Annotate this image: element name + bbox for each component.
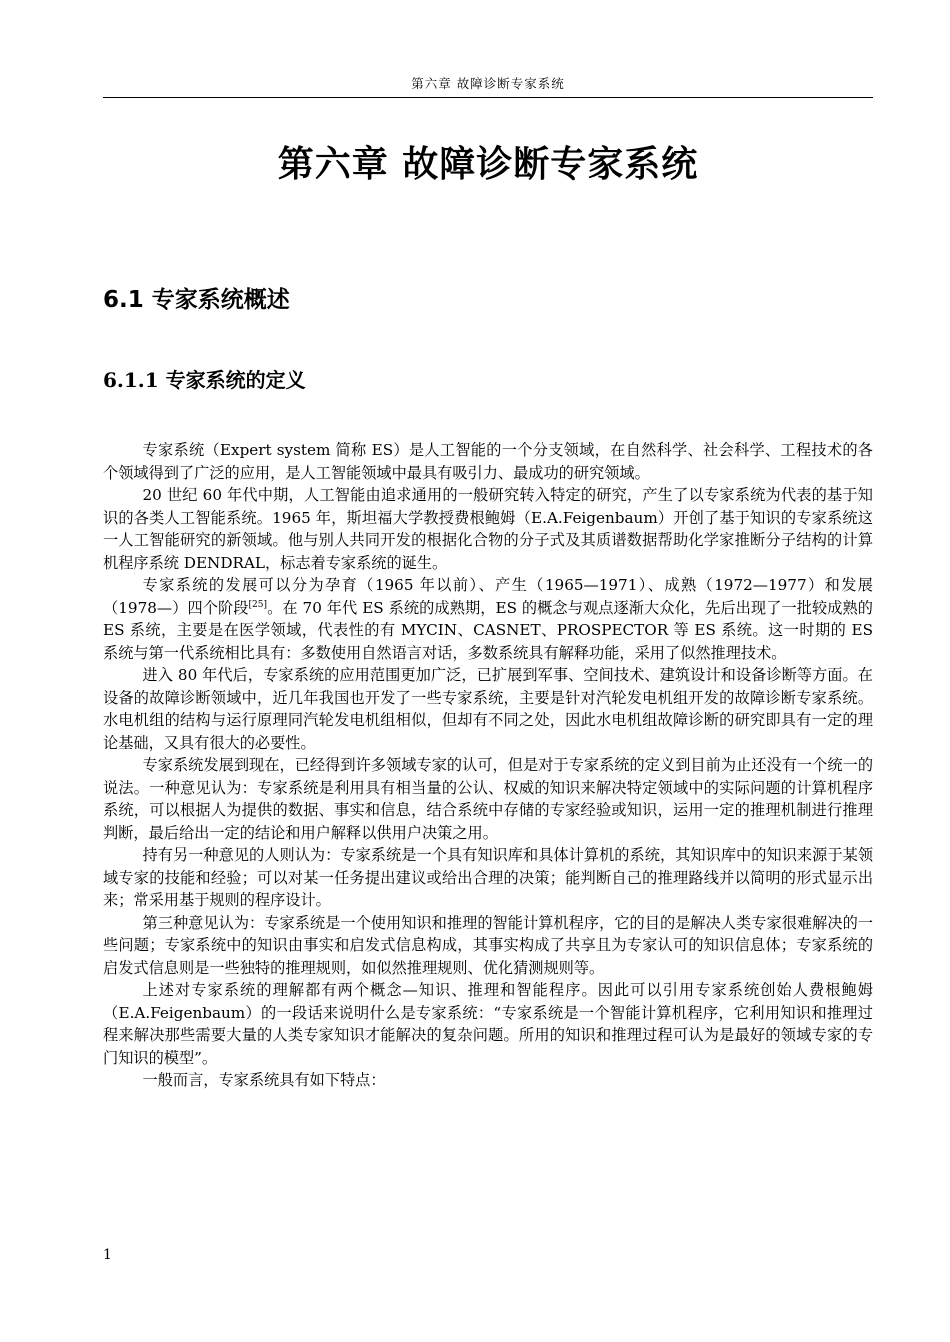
section-title: 6.1 专家系统概述 <box>103 287 290 313</box>
body-text <box>103 439 873 1092</box>
paragraph-9: 一般而言，专家系统具有如下特点： <box>142 1071 386 1089</box>
paragraph-3-text: 专家系统的发展可以分为孕育（1965 年以前）、产生（1965—1971）、成熟（1972—1977）和发展（1978—）四个阶段 <box>103 576 873 617</box>
paragraph-1: 专家系统（Expert system 简称 ES）是人工智能的一个分支领域，在自然科学、社会科学、工程技术的各个领域得到了广泛的应用，是人工智能领域中最具有吸引力、最成功的研究领域。 <box>103 441 873 482</box>
paragraph-8: 上述对专家系统的理解都有两个概念—知识、推理和智能程序。因此可以引用专家系统创始人费根鲍姆（E.A.Feigenbaum）的一段话来说明什么是专家系统：“专家系统是一个智能计算机程序，它利用知识和推理过程来解决那些需要大量的人类专家知识才能解决的复杂问题。所用的知识和推理过程可认为是最好的领域专家的专门知识的模型”。 <box>103 981 873 1067</box>
paragraph-3 <box>103 574 873 664</box>
paragraph-4: 进入 80 年代后，专家系统的应用范围更加广泛，已扩展到军事、空间技术、建筑设计和设备诊断等方面。在设备的故障诊断领域中，近几年我国也开发了一些专家系统，主要是针对汽轮发电机组开发的故障诊断专家系统。水电机组的结构与运行原理同汽轮发电机组相似，但却有不同之处，因此水电机组故障诊断的研究即具有一定的理论基础，又具有很大的必要性。 <box>103 666 873 752</box>
paragraph-5: 专家系统发展到现在，已经得到许多领域专家的认可，但是对于专家系统的定义到目前为止还没有一个统一的说法。一种意见认为：专家系统是利用具有相当量的公认、权威的知识来解决特定领域中的实际问题的计算机程序系统，可以根据人为提供的数据、事实和信息，结合系统中存储的专家经验或知识，运用一定的推理机制进行推理判断，最后给出一定的结论和用户解释以供用户决策之用。 <box>103 756 873 842</box>
page-number: 1 <box>103 1247 112 1263</box>
paragraph-3-text-cont: 。在 70 年代 ES 系统的成熟期，ES 的概念与观点逐渐大众化，先后出现了一批较成熟的 ES 系统，主要是在医学领域，代表性的有 MYCIN、CASNET、PROSPECTOR 等 ES 系统。这一时期的 ES 系统与第一代系统相比具有：多数使用自然语言对话，多数系统具有解释功能，采用了似然推理技术。 <box>103 598 873 662</box>
citation-marker[interactable]: [25] <box>248 599 268 610</box>
header-rule <box>103 97 873 98</box>
chapter-title: 第六章 故障诊断专家系统 <box>277 144 699 185</box>
paragraph-7: 第三种意见认为：专家系统是一个使用知识和推理的智能计算机程序，它的目的是解决人类专家很难解决的一些问题；专家系统中的知识由事实和启发式信息构成，其事实构成了共享且为专家认可的知识信息体；专家系统的启发式信息则是一些独特的推理规则，如似然推理规则、优化猜测规则等。 <box>103 913 873 977</box>
subsection-title: 6.1.1 专家系统的定义 <box>103 368 306 392</box>
running-header: 第六章 故障诊断专家系统 <box>411 76 565 91</box>
paragraph-6: 持有另一种意见的人则认为：专家系统是一个具有知识库和具体计算机的系统，其知识库中的知识来源于某领域专家的技能和经验；可以对某一任务提出建议或给出合理的决策；能判断自己的推理路线并以简明的形式显示出来；常采用基于规则的程序设计。 <box>103 846 873 909</box>
paragraph-2: 20 世纪 60 年代中期，人工智能由追求通用的一般研究转入特定的研究，产生了以专家系统为代表的基于知识的各类人工智能系统。1965 年，斯坦福大学教授费根鲍姆（E.A.Feigenbaum）开创了基于知识的专家系统这一人工智能研究的新领域。他与别人共同开发的根据化合物的分子式及其质谱数据帮助化学家推断分子结构的计算机程序系统 DENDRAL，标志着专家系统的诞生。 <box>103 486 873 572</box>
